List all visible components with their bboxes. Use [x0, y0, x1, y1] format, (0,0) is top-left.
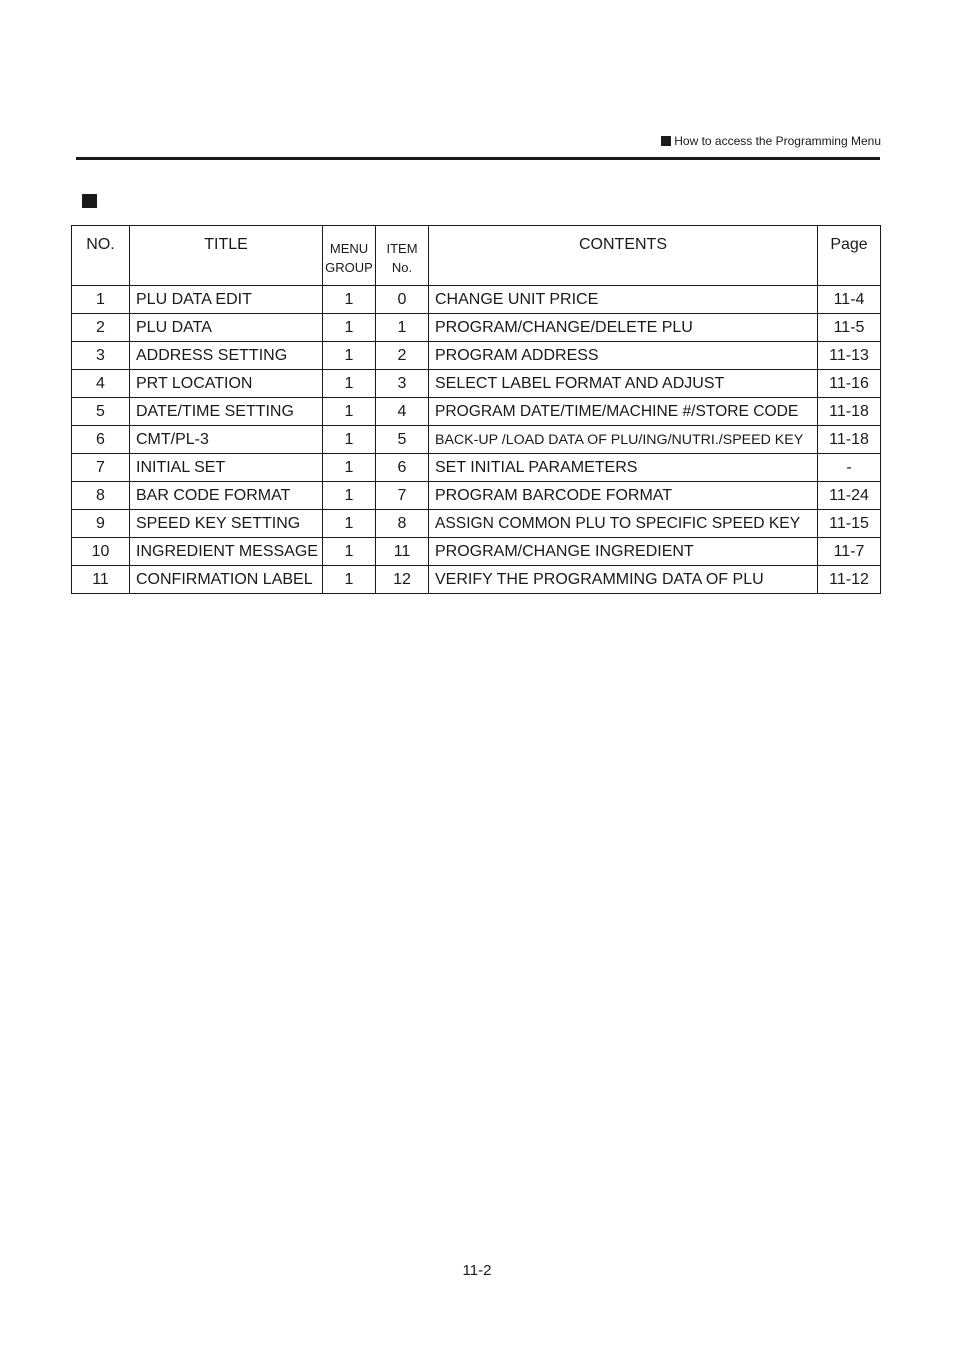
header-menu-group-line1: MENU — [329, 240, 369, 256]
cell-title: ADDRESS SETTING — [130, 342, 323, 370]
cell-group: 1 — [323, 510, 376, 538]
cell-page: 11-15 — [818, 510, 881, 538]
cell-contents: ASSIGN COMMON PLU TO SPECIFIC SPEED KEY — [429, 510, 818, 538]
cell-title: PRT LOCATION — [130, 370, 323, 398]
running-header-text: How to access the Programming Menu — [674, 134, 881, 148]
header-menu-group-line2: GROUP — [325, 259, 373, 275]
cell-no: 2 — [72, 314, 130, 342]
cell-contents: PROGRAM ADDRESS — [429, 342, 818, 370]
cell-group: 1 — [323, 398, 376, 426]
cell-no: 1 — [72, 286, 130, 314]
cell-contents: SELECT LABEL FORMAT AND ADJUST — [429, 370, 818, 398]
cell-item: 7 — [376, 482, 429, 510]
cell-contents: PROGRAM/CHANGE/DELETE PLU — [429, 314, 818, 342]
cell-page: 11-16 — [818, 370, 881, 398]
cell-page: 11-5 — [818, 314, 881, 342]
cell-item: 12 — [376, 566, 429, 594]
cell-title: SPEED KEY SETTING — [130, 510, 323, 538]
cell-item: 4 — [376, 398, 429, 426]
cell-title: BAR CODE FORMAT — [130, 482, 323, 510]
table-row — [72, 342, 881, 370]
header-item-line2: No. — [391, 259, 413, 275]
cell-page: - — [818, 454, 881, 482]
cell-page: 11-24 — [818, 482, 881, 510]
cell-contents: VERIFY THE PROGRAMMING DATA OF PLU — [429, 566, 818, 594]
cell-title: CONFIRMATION LABEL — [130, 566, 323, 594]
cell-title: PLU DATA EDIT — [130, 286, 323, 314]
cell-no: 10 — [72, 538, 130, 566]
cell-group: 1 — [323, 342, 376, 370]
cell-group: 1 — [323, 286, 376, 314]
cell-contents: CHANGE UNIT PRICE — [429, 286, 818, 314]
cell-item: 0 — [376, 286, 429, 314]
cell-group: 1 — [323, 482, 376, 510]
cell-no: 6 — [72, 426, 130, 454]
cell-title: INGREDIENT MESSAGE — [130, 538, 323, 566]
cell-no: 3 — [72, 342, 130, 370]
header-item-no — [376, 226, 429, 286]
cell-contents: PROGRAM/CHANGE INGREDIENT — [429, 538, 818, 566]
cell-no: 8 — [72, 482, 130, 510]
cell-group: 1 — [323, 314, 376, 342]
cell-group: 1 — [323, 370, 376, 398]
header-page: Page — [818, 226, 881, 286]
cell-no: 9 — [72, 510, 130, 538]
cell-title: CMT/PL-3 — [130, 426, 323, 454]
table-row — [72, 426, 881, 454]
cell-group: 1 — [323, 426, 376, 454]
cell-item: 3 — [376, 370, 429, 398]
cell-item: 2 — [376, 342, 429, 370]
cell-title: INITIAL SET — [130, 454, 323, 482]
cell-page: 11-12 — [818, 566, 881, 594]
running-header — [661, 134, 881, 148]
table-row — [72, 370, 881, 398]
table-row — [72, 398, 881, 426]
header-menu-group — [323, 226, 376, 286]
cell-item: 5 — [376, 426, 429, 454]
header-no: NO. — [72, 226, 130, 286]
table-row — [72, 566, 881, 594]
header-rule — [76, 157, 880, 160]
section-square-icon — [82, 194, 97, 208]
table-header-row — [72, 226, 881, 286]
cell-page: 11-13 — [818, 342, 881, 370]
cell-title: PLU DATA — [130, 314, 323, 342]
cell-group: 1 — [323, 454, 376, 482]
page-number: 11-2 — [462, 1262, 492, 1279]
cell-page: 11-18 — [818, 398, 881, 426]
cell-page: 11-18 — [818, 426, 881, 454]
programming-menu-table — [71, 225, 881, 594]
cell-no: 4 — [72, 370, 130, 398]
cell-item: 8 — [376, 510, 429, 538]
cell-item: 6 — [376, 454, 429, 482]
cell-no: 7 — [72, 454, 130, 482]
cell-page: 11-4 — [818, 286, 881, 314]
cell-group: 1 — [323, 566, 376, 594]
cell-no: 5 — [72, 398, 130, 426]
table-row — [72, 286, 881, 314]
cell-contents: PROGRAM DATE/TIME/MACHINE #/STORE CODE — [429, 398, 818, 426]
cell-item: 11 — [376, 538, 429, 566]
cell-no: 11 — [72, 566, 130, 594]
table-row — [72, 454, 881, 482]
header-item-line1: ITEM — [386, 240, 418, 256]
cell-item: 1 — [376, 314, 429, 342]
cell-contents: PROGRAM BARCODE FORMAT — [429, 482, 818, 510]
table-row — [72, 538, 881, 566]
table-row — [72, 482, 881, 510]
cell-contents: BACK-UP /LOAD DATA OF PLU/ING/NUTRI./SPEED KEY — [429, 426, 818, 454]
table-row — [72, 314, 881, 342]
cell-group: 1 — [323, 538, 376, 566]
cell-page: 11-7 — [818, 538, 881, 566]
header-title: TITLE — [130, 226, 323, 286]
cell-title: DATE/TIME SETTING — [130, 398, 323, 426]
table-row — [72, 510, 881, 538]
square-bullet-icon — [661, 136, 671, 146]
header-contents: CONTENTS — [429, 226, 818, 286]
cell-contents: SET INITIAL PARAMETERS — [429, 454, 818, 482]
